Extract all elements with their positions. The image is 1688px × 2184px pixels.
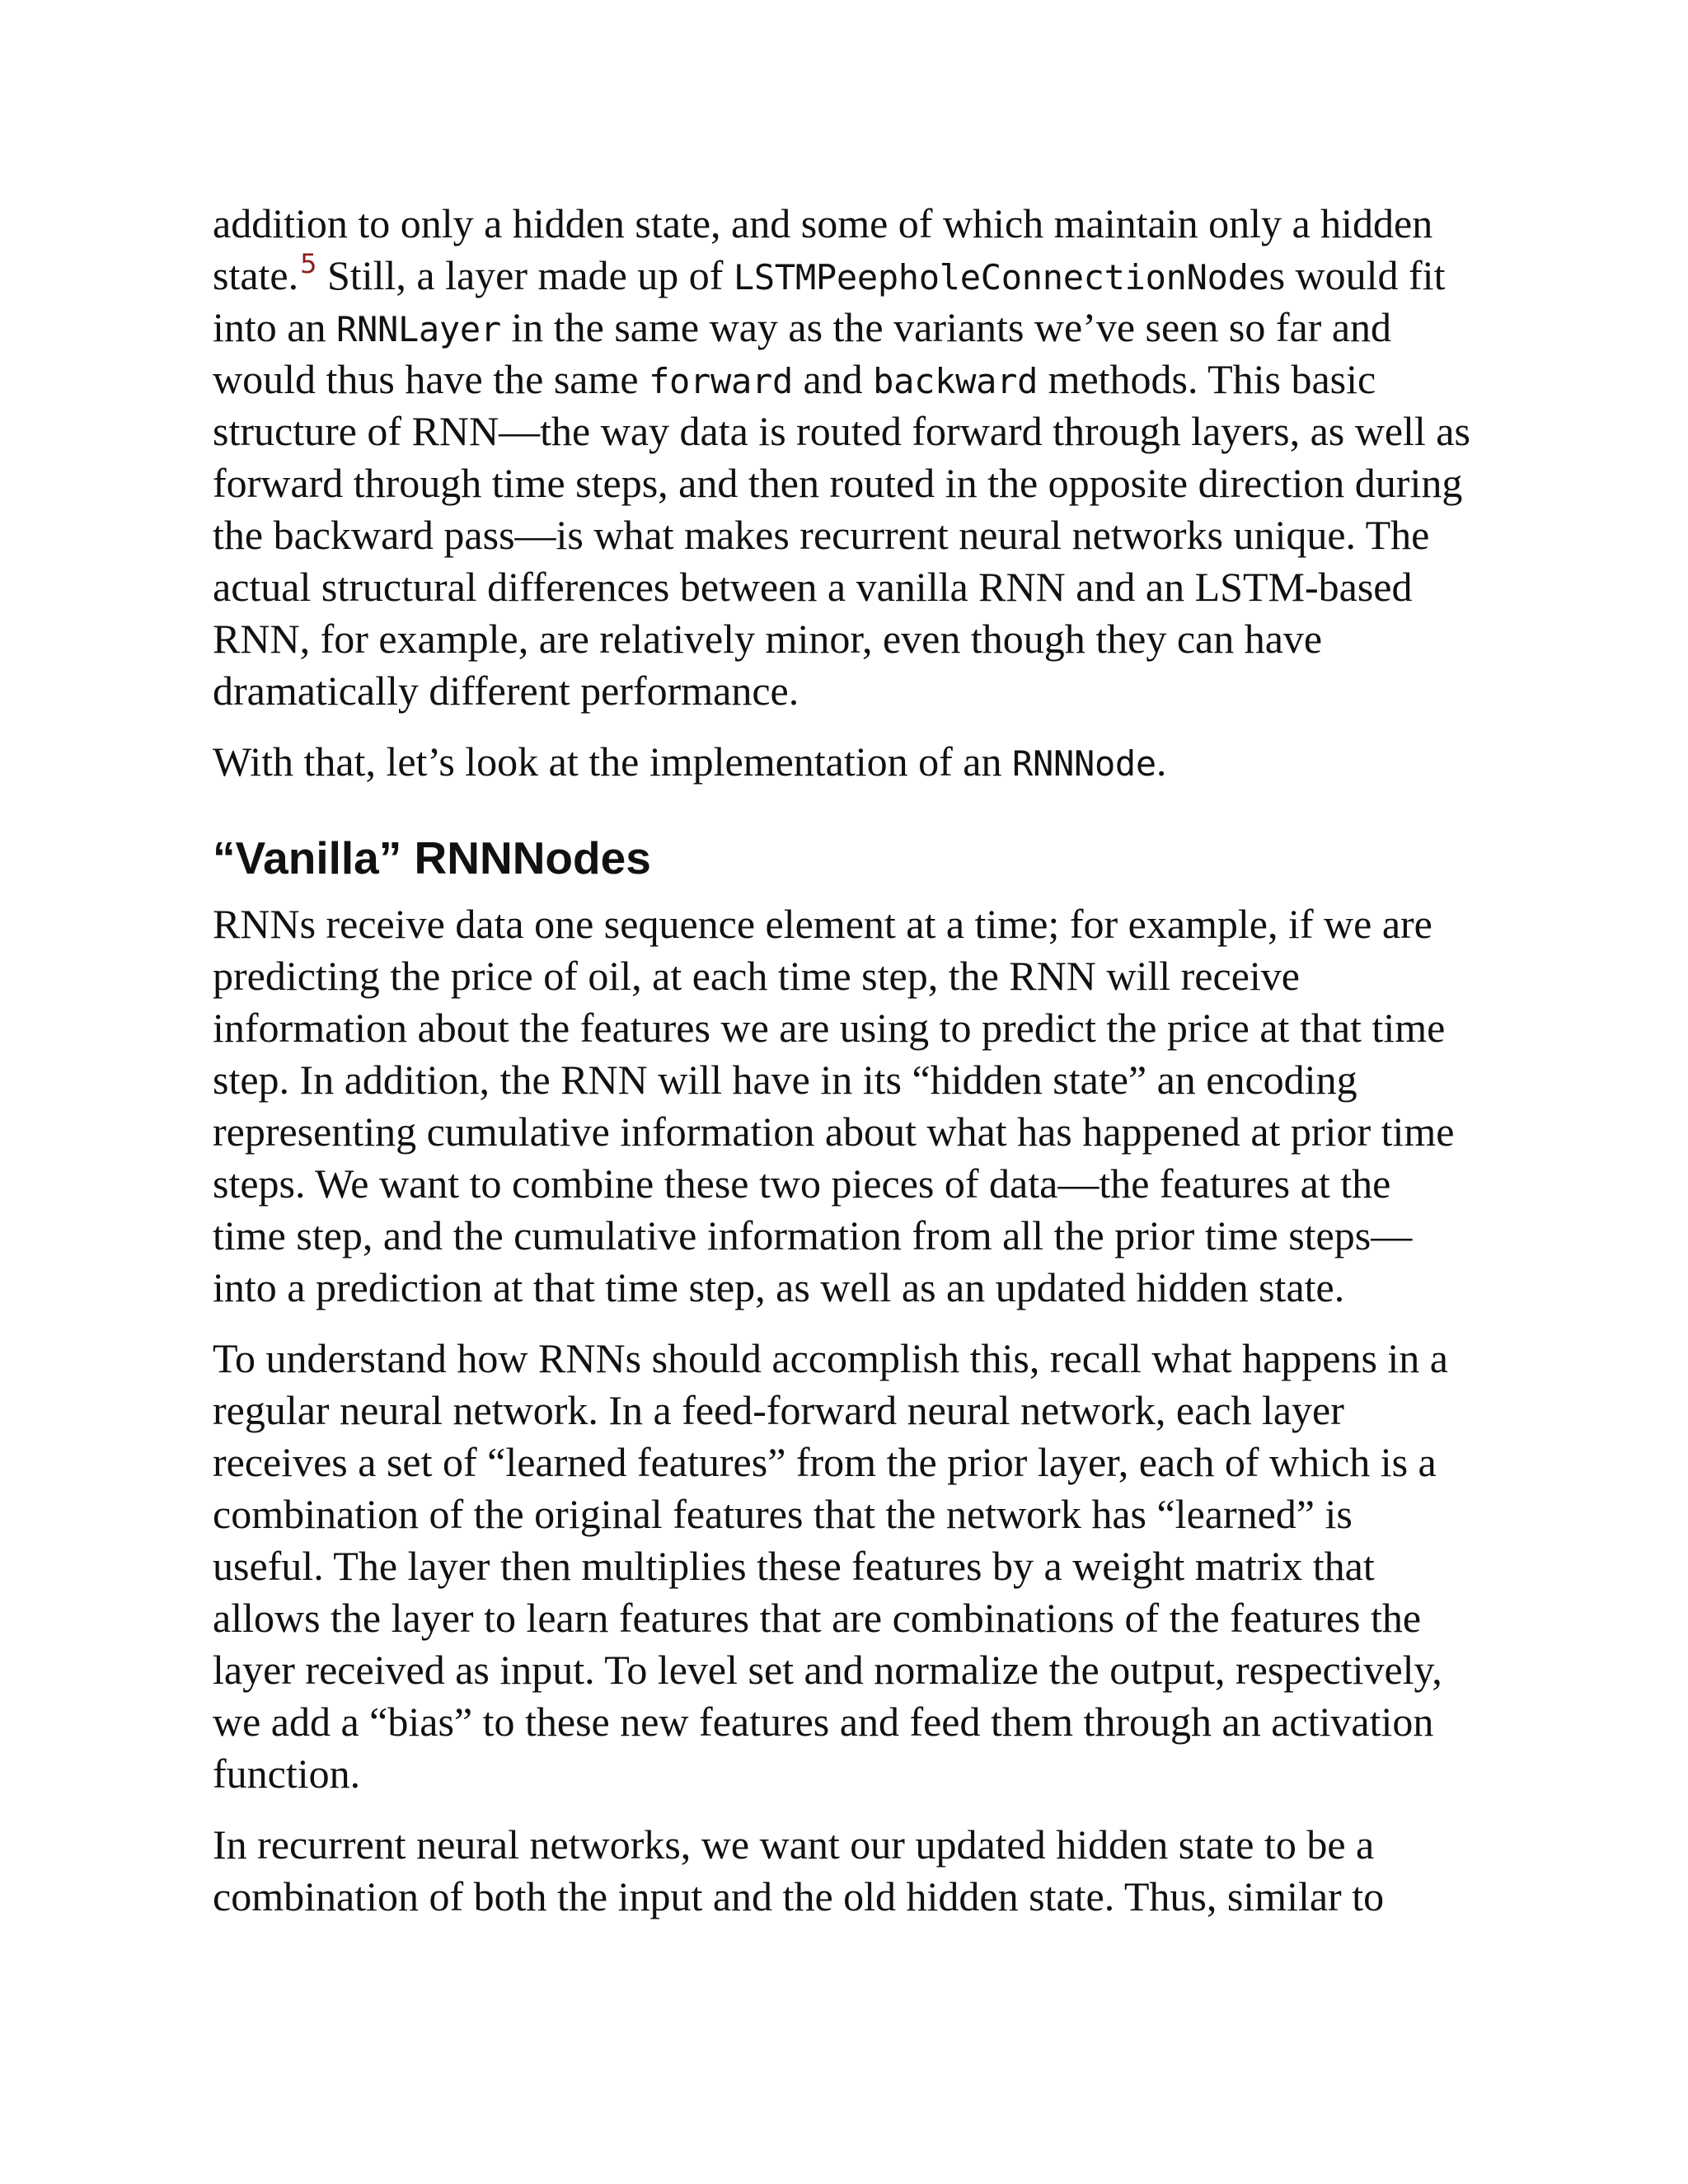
text-line: addition to only a hidden state, and some of which maintain only a hidden — [213, 200, 1433, 246]
inline-code: LSTMPeepholeConnectionNode — [733, 257, 1269, 298]
text-span: methods. This basic — [1038, 356, 1376, 402]
text-line: combination of both the input and the old hidden state. Thus, similar to — [213, 1873, 1385, 1919]
text-line: structure of RNN—the way data is routed forward through layers, as well as — [213, 408, 1470, 454]
text-line: actual structural differences between a vanilla RNN and an LSTM-based — [213, 564, 1413, 610]
text-line: representing cumulative information about what has happened at prior time — [213, 1108, 1455, 1155]
text-span: Still, a layer made up of — [316, 252, 734, 298]
text-line: steps. We want to combine these two pieces of data—the features at the — [213, 1160, 1391, 1207]
text-line: layer received as input. To level set and normalize the output, respectively, — [213, 1647, 1442, 1693]
text-line: regular neural network. In a feed-forward neural network, each layer — [213, 1387, 1344, 1433]
text-span: into an — [213, 304, 336, 350]
inline-code: forward — [649, 361, 793, 401]
text-line: receives a set of “learned features” from the prior layer, each of which is a — [213, 1439, 1437, 1485]
text-line: In recurrent neural networks, we want our updated hidden state to be a — [213, 1821, 1375, 1868]
text-line — [213, 302, 1490, 354]
text-line: RNNs receive data one sequence element at a time; for example, if we are — [213, 901, 1432, 947]
text-line: To understand how RNNs should accomplish this, recall what happens in a — [213, 1335, 1448, 1381]
text-line: allows the layer to learn features that are combinations of the features the — [213, 1595, 1422, 1641]
inline-code: RNNLayer — [335, 309, 501, 349]
text-span: in the same way as the variants we’ve seen so far and — [500, 304, 1392, 350]
text-line: into a prediction at that time step, as well as an updated hidden state. — [213, 1264, 1345, 1310]
text-span: s would fit — [1268, 252, 1446, 298]
text-line: we add a “bias” to these new features and feed them through an activation — [213, 1699, 1434, 1745]
text-line: predicting the price of oil, at each time step, the RNN will receive — [213, 953, 1300, 999]
text-line: the backward pass—is what makes recurrent neural networks unique. The — [213, 512, 1430, 558]
section-heading: “Vanilla” RNNNodes — [213, 832, 651, 883]
inline-code: backward — [873, 361, 1039, 401]
text-span: state. — [213, 252, 299, 298]
text-line: combination of the original features that the network has “learned” is — [213, 1491, 1353, 1537]
paragraph-3 — [213, 898, 1490, 1314]
text-line — [213, 354, 1490, 405]
text-line: forward through time steps, and then routed in the opposite direction during — [213, 460, 1463, 506]
paragraph-1 — [213, 198, 1490, 717]
text-line: RNN, for example, are relatively minor, even though they can have — [213, 616, 1323, 662]
paragraph-5 — [213, 1819, 1490, 1923]
paragraph-2 — [213, 736, 1490, 788]
text-line: step. In addition, the RNN will have in its “hidden state” an encoding — [213, 1057, 1357, 1103]
page-body — [213, 198, 1490, 1942]
footnote-link[interactable]: 5 — [300, 248, 317, 279]
inline-code: RNNNode — [1012, 743, 1156, 784]
text-line — [213, 736, 1490, 788]
text-span: and — [792, 356, 874, 402]
text-span: would thus have the same — [213, 356, 649, 402]
text-line: useful. The layer then multiplies these features by a weight matrix that — [213, 1543, 1375, 1589]
text-line: dramatically different performance. — [213, 668, 799, 714]
text-line: information about the features we are using to predict the price at that time — [213, 1005, 1446, 1051]
text-line: function. — [213, 1750, 361, 1797]
text-span: With that, let’s look at the implementation of an — [213, 738, 1012, 785]
text-line — [213, 250, 1490, 302]
text-span: . — [1156, 738, 1167, 785]
paragraph-4 — [213, 1333, 1490, 1800]
text-line: time step, and the cumulative information from all the prior time steps— — [213, 1212, 1413, 1258]
